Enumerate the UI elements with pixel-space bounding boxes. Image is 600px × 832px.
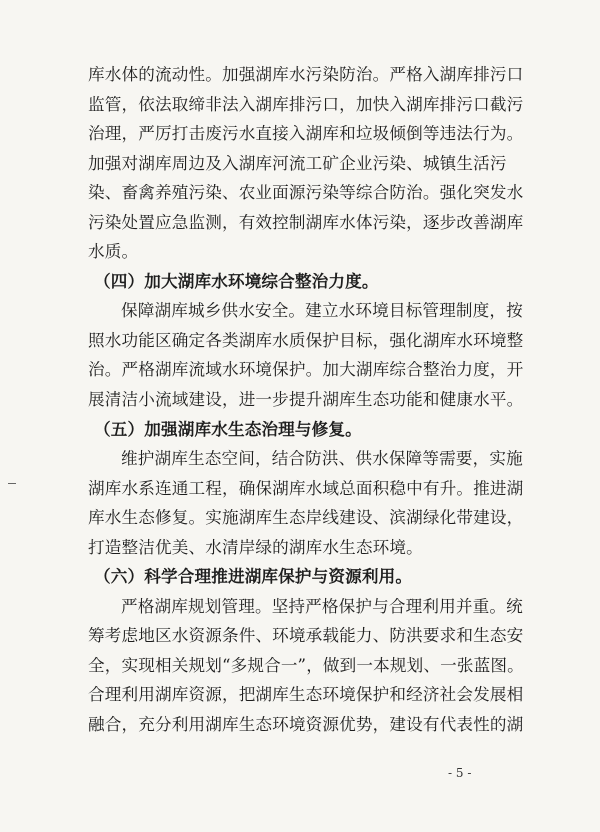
paragraph-line: 打造整洁优美、水清岸绿的湖库水生态环境。 xyxy=(88,537,423,557)
paragraph-line: 染、畜禽养殖污染、农业面源污染等综合防治。强化突发水 xyxy=(88,183,524,203)
paragraph-line: 治。严格湖库流域水环境保护。加大湖库综合整治力度，开 xyxy=(88,360,524,380)
paragraph-line: 融合，充分利用湖库生态环境资源优势，建设有代表性的湖 xyxy=(88,715,524,735)
document-body xyxy=(88,60,524,740)
page-number: - 5 - xyxy=(448,766,472,780)
paragraph-line: 保障湖库城乡供水安全。建立水环境目标管理制度，按 xyxy=(121,301,523,321)
paragraph-line: 合理利用湖库资源，把湖库生态环境保护和经济社会发展相 xyxy=(88,685,524,705)
paragraph-line: 治理，严厉打击废污水直接入湖库和垃圾倾倒等违法行为。 xyxy=(88,124,524,144)
section-heading-5: （五）加强湖库水生态治理与修复。 xyxy=(94,418,362,439)
paragraph-line: 湖库水系连通工程，确保湖库水域总面积稳中有升。推进湖 xyxy=(88,478,524,498)
paragraph-line: 加强对湖库周边及入湖库河流工矿企业污染、城镇生活污 xyxy=(88,153,507,173)
paragraph-line: 污染处置应急监测，有效控制湖库水体污染，逐步改善湖库 xyxy=(88,212,524,232)
paragraph-line: 监管，依法取缔非法入湖库排污口，加快入湖库排污口截污 xyxy=(88,94,524,114)
paragraph-line: 全，实现相关规划“多规合一”，做到一本规划、一张蓝图。 xyxy=(88,655,524,675)
paragraph-line: 维护湖库生态空间，结合防洪、供水保障等需要，实施 xyxy=(121,449,523,469)
section-heading-4: （四）加大湖库水环境综合整治力度。 xyxy=(94,270,379,291)
paragraph-line: 严格湖库规划管理。坚持严格保护与合理利用并重。统 xyxy=(121,596,523,616)
paragraph-line: 筹考虑地区水资源条件、环境承载能力、防洪要求和生态安 xyxy=(88,626,524,646)
margin-mark xyxy=(8,483,16,484)
paragraph-line: 水质。 xyxy=(88,242,139,262)
paragraph-line: 展清洁小流域建设，进一步提升湖库生态功能和健康水平。 xyxy=(88,390,524,410)
paragraph-line: 照水功能区确定各类湖库水质保护目标，强化湖库水环境整 xyxy=(88,330,524,350)
paragraph-line: 库水体的流动性。加强湖库水污染防治。严格入湖库排污口 xyxy=(88,65,524,84)
section-heading-6: （六）科学合理推进湖库保护与资源利用。 xyxy=(94,566,413,587)
paragraph-line: 库水生态修复。实施湖库生态岸线建设、滨湖绿化带建设， xyxy=(88,508,524,528)
